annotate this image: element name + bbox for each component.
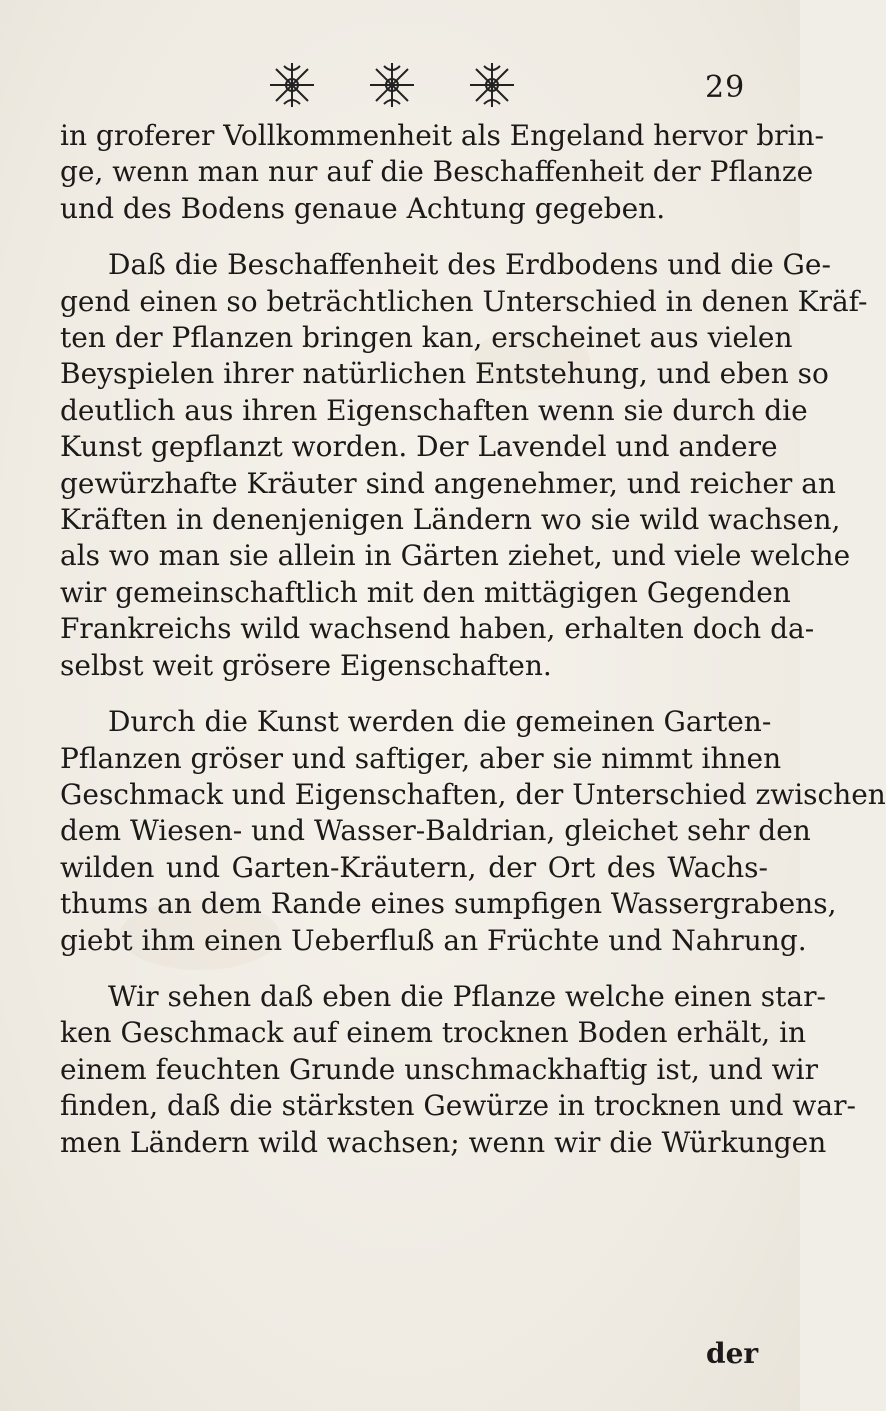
paragraph [60,247,868,684]
text-line: Frankreichs wild wachsend haben, erhalten doch da- [60,612,815,646]
text-line: Pflanzen gröser und saftiger, aber sie nimmt ihnen [60,741,782,775]
text-line: einem feuchten Grunde unschmackhaftig ist, und wir [60,1052,818,1086]
text-line: Daß die Beschaffenheit des Erdbodens und die Ge- [108,248,831,282]
text-line: men Ländern wild wachsen; wenn wir die Würkungen [60,1125,827,1159]
text-line: deutlich aus ihren Eigenschaften wenn sie durch die [60,393,808,427]
text-line: als wo man sie allein in Gärten ziehet, und viele welche [60,539,851,573]
ornament-icon [362,60,422,110]
text-line: wir gemeinschaftlich mit den mittägigen Gegenden [60,575,791,609]
header-ornaments [262,60,562,110]
text-line: ge, wenn man nur auf die Beschaffenheit der Pflanze [60,155,814,189]
text-line: giebt ihm einen Ueberfluß an Früchte und Nahrung. [60,923,807,957]
text-line: gend einen so beträchtlichen Unterschied in denen Kräf- [60,284,868,318]
catchword: der [706,1337,759,1370]
paragraph [60,118,824,227]
text-line: selbst weit grösere Eigenschaften. [60,648,552,682]
text-line: in groferer Vollkommenheit als Engeland hervor brin- [60,119,824,152]
ornament-icon [262,60,322,110]
text-line: und des Bodens genaue Achtung gegeben. [60,191,666,225]
text-line: gewürzhafte Kräuter sind angenehmer, und reicher an [60,466,836,500]
text-line: finden, daß die stärksten Gewürze in trocknen und war- [60,1089,856,1123]
text-line: Durch die Kunst werden die gemeinen Garten- [108,705,772,739]
text-line: dem Wiesen- und Wasser-Baldrian, gleichet sehr den [60,814,811,848]
text-line: Geschmack und Eigenschaften, der Unterschied zwischen [60,777,886,811]
text-line: Kräften in denenjenigen Ländern wo sie wild wachsen, [60,503,841,537]
text-line: ten der Pflanzen bringen kan, erscheinet aus vielen [60,321,793,355]
page-number: 29 [705,70,746,105]
paragraph [60,704,886,959]
text-line: Kunst gepflanzt worden. Der Lavendel und andere [60,430,778,464]
text-line: thums an dem Rande eines sumpfigen Wassergrabens, [60,887,837,921]
text-line: ken Geschmack auf einem trocknen Boden erhält, in [60,1016,807,1050]
paragraph [60,979,856,1161]
body-text [60,118,886,1181]
text-line: wilden und Garten-Kräutern, der Ort des Wachs- [60,850,768,884]
ornament-icon [462,60,522,110]
text-line: Wir sehen daß eben die Pflanze welche einen star- [108,979,826,1013]
text-line: Beyspielen ihrer natürlichen Entstehung, und eben so [60,357,829,391]
